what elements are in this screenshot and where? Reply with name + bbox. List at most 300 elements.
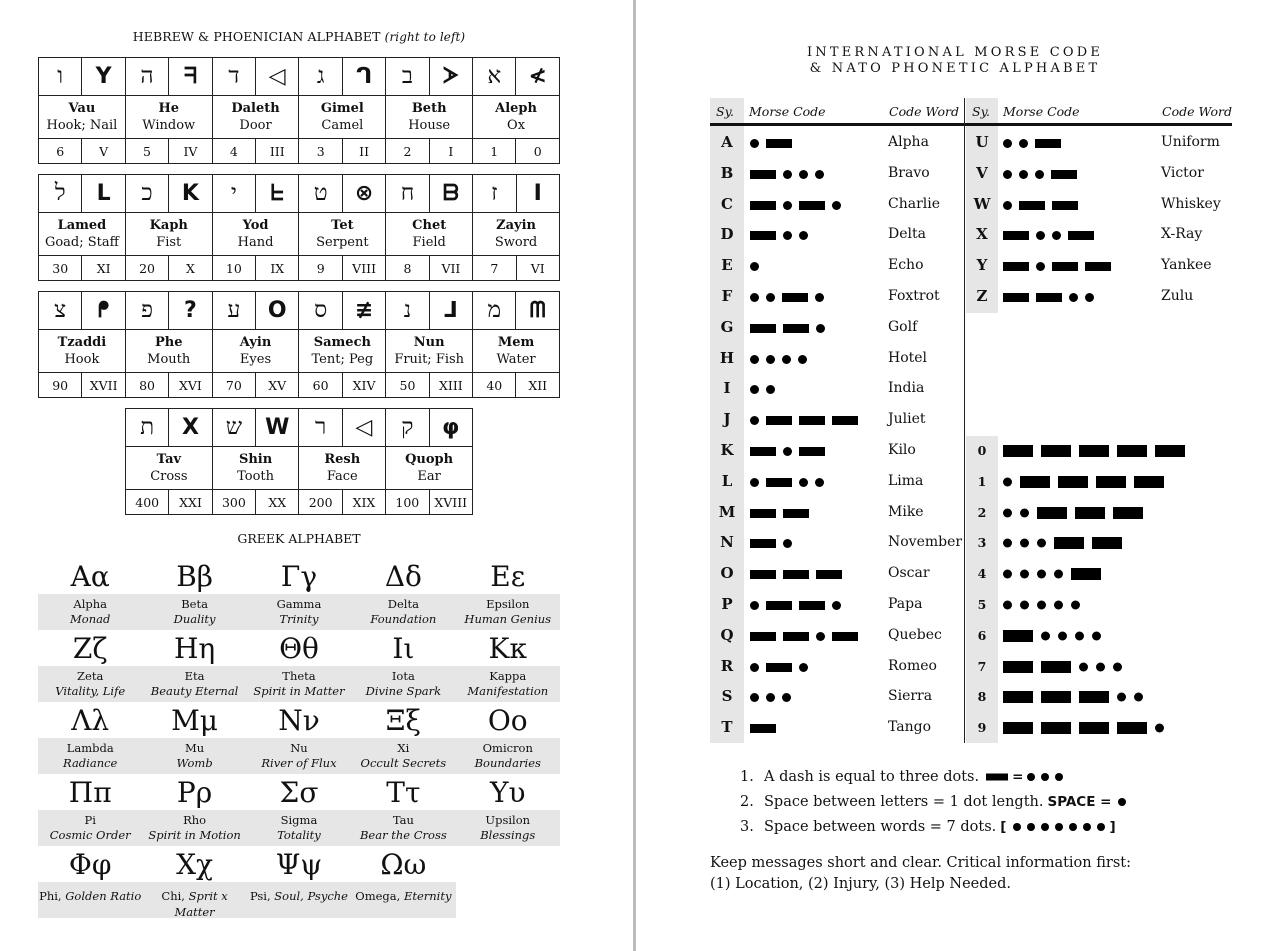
- greek-info: [351, 594, 455, 630]
- greek-info: [142, 738, 246, 774]
- hebrew-number: 40: [473, 373, 516, 398]
- morse-dash: [1035, 139, 1061, 148]
- greek-meaning: Eternity: [403, 889, 452, 903]
- morse-code-graphic: [750, 354, 807, 365]
- hebrew-letter-meaning: Camel: [321, 118, 364, 133]
- greek-letter-cell: [247, 558, 351, 630]
- greek-info: [247, 666, 351, 702]
- hebrew-letter: ב: [386, 58, 429, 96]
- morse-dot: [1041, 631, 1050, 640]
- greek-meaning: Boundaries: [474, 756, 541, 770]
- hebrew-letter: מ: [473, 292, 516, 330]
- greek-glyph: Θθ: [279, 632, 319, 665]
- morse-dash: [1052, 201, 1078, 210]
- hebrew-name-cell: [299, 447, 386, 490]
- hebrew-letter-meaning: Tooth: [237, 469, 275, 484]
- phoenician-letter: ◁: [256, 58, 299, 96]
- morse-dash: [832, 632, 858, 641]
- morse-symbol: O: [720, 564, 734, 583]
- note-item: [740, 764, 1260, 789]
- phoenician-letter: ≢: [342, 292, 385, 330]
- morse-dot: [1079, 662, 1088, 671]
- morse-dot: [766, 693, 775, 702]
- morse-dot: [750, 693, 759, 702]
- hebrew-letter-meaning: Field: [412, 235, 446, 250]
- hebrew-number: 60: [299, 373, 342, 398]
- hebrew-letter-meaning: Hook: [64, 352, 100, 367]
- greek-letter-cell: [456, 702, 560, 774]
- morse-dash: [1052, 262, 1078, 271]
- morse-dot: [1052, 231, 1061, 240]
- hebrew-letter-name: Shin: [238, 452, 273, 467]
- morse-code-graphic: [1003, 138, 1061, 149]
- greek-name: Mu: [184, 741, 205, 755]
- morse-symbol: L: [721, 471, 733, 490]
- morse-row: [710, 313, 970, 344]
- morse-dash: [766, 663, 792, 672]
- morse-row: [710, 128, 970, 159]
- morse-code-word: Charlie: [888, 195, 941, 212]
- hebrew-letter-meaning: Door: [239, 118, 272, 133]
- greek-name: Phi,: [39, 889, 62, 903]
- morse-dot: [832, 601, 841, 610]
- hebrew-title: [38, 29, 560, 44]
- greek-name: Tau: [392, 813, 414, 827]
- greek-name: Chi,: [161, 889, 185, 903]
- morse-code: [750, 169, 824, 181]
- morse-dot: [1003, 601, 1012, 610]
- morse-dot: [750, 385, 759, 394]
- morse-row: [966, 652, 1226, 683]
- hebrew-name-cell: [299, 330, 386, 373]
- greek-glyph: Ηη: [173, 632, 216, 665]
- greek-glyph: Οο: [487, 704, 528, 737]
- hebrew-letter-name: Phe: [154, 335, 183, 350]
- morse-code-graphic: [750, 261, 759, 272]
- morse-header: [710, 98, 1232, 126]
- hebrew-roman: XI: [82, 256, 125, 281]
- morse-symbol: 5: [977, 597, 987, 612]
- greek-name: Sigma: [280, 813, 318, 827]
- morse-code-graphic: [750, 538, 792, 549]
- morse-code-graphic: [1003, 660, 1122, 674]
- phoenician-letter: ᖷ: [169, 58, 212, 96]
- morse-dash: [799, 201, 825, 210]
- greek-meaning: Bear the Cross: [359, 828, 447, 842]
- morse-dash: [1068, 231, 1094, 240]
- hebrew-number: 4: [212, 139, 255, 164]
- phoenician-letter: ◁: [342, 409, 385, 447]
- hebrew-block: [38, 174, 560, 281]
- morse-dash: [1155, 445, 1185, 457]
- morse-row: [966, 128, 1226, 159]
- morse-code-word: Foxtrot: [888, 288, 940, 304]
- morse-code-graphic: [750, 200, 841, 211]
- hebrew-roman: XVIII: [429, 490, 472, 515]
- morse-row: [966, 282, 1226, 313]
- morse-dash: [766, 139, 792, 148]
- phoenician-letter: φ: [429, 409, 472, 447]
- morse-dot: [766, 385, 775, 394]
- hebrew-letter-meaning: Ox: [507, 118, 526, 133]
- morse-dash: [750, 724, 776, 733]
- greek-glyph: Μμ: [171, 704, 219, 737]
- morse-code-graphic: [750, 631, 858, 642]
- morse-symbol: F: [721, 287, 733, 305]
- greek-letter-cell: [142, 630, 246, 702]
- greek-glyph: Κκ: [488, 632, 527, 665]
- morse-symbol: 3: [977, 535, 987, 551]
- morse-code-word: X-Ray: [1161, 226, 1203, 243]
- greek-info: [456, 666, 560, 702]
- hebrew-letter-name: Chet: [412, 218, 447, 233]
- greek-letter-cell: [247, 774, 351, 846]
- morse-dot: [1134, 693, 1143, 702]
- greek-glyph: Σσ: [279, 776, 319, 809]
- morse-dash: [1041, 661, 1071, 673]
- hebrew-letter-meaning: Sword: [494, 235, 538, 250]
- morse-symbol: 2: [977, 504, 987, 520]
- hebrew-letter: ס: [299, 292, 342, 330]
- hebrew-letter-name: Mem: [497, 335, 535, 350]
- morse-row: [966, 498, 1226, 529]
- phoenician-letter: ≮: [516, 58, 560, 96]
- note-text: A dash is equal to three dots.: [764, 768, 980, 785]
- hebrew-roman: IX: [256, 256, 299, 281]
- morse-code-word: Mike: [888, 503, 924, 520]
- hebrew-block: [125, 408, 473, 515]
- morse-code: [1003, 629, 1101, 641]
- hebrew-roman: XXI: [169, 490, 212, 515]
- morse-dot: [1092, 631, 1101, 640]
- greek-glyph: Ωω: [380, 848, 427, 881]
- greek-info: [142, 666, 246, 702]
- morse-dot: [783, 231, 792, 240]
- hebrew-letter-name: Vau: [68, 101, 96, 116]
- greek-info: [38, 666, 142, 702]
- greek-glyph: Δδ: [384, 560, 422, 593]
- morse-row: [966, 436, 1226, 467]
- greek-letter-cell: [247, 846, 351, 918]
- hebrew-letter-meaning: House: [408, 118, 451, 133]
- phoenician-letter: Y: [82, 58, 125, 96]
- header-word-left: Code Word: [889, 104, 959, 119]
- morse-dash: [1003, 722, 1033, 734]
- morse-dash: [750, 570, 776, 579]
- morse-dot: [1003, 201, 1012, 210]
- morse-code-graphic: [750, 600, 841, 611]
- morse-code-word: November: [888, 534, 963, 551]
- greek-name: Gamma: [276, 597, 322, 611]
- morse-code: [750, 138, 792, 150]
- morse-row: [710, 251, 970, 282]
- phoenician-letter: L: [82, 175, 125, 213]
- greek-name: Epsilon: [486, 597, 530, 611]
- hebrew-number: 80: [125, 373, 168, 398]
- greek-glyph: Ββ: [176, 560, 213, 593]
- morse-dash: [816, 570, 842, 579]
- hebrew-letter-meaning: Mouth: [147, 352, 191, 367]
- hebrew-number: 50: [386, 373, 429, 398]
- morse-symbol: S: [721, 687, 733, 706]
- hebrew-letter-name: Ayin: [239, 335, 272, 350]
- morse-code-graphic: [750, 323, 825, 334]
- hebrew-letter: י: [212, 175, 255, 213]
- greek-letter-cell: [456, 630, 560, 702]
- morse-row: [966, 220, 1226, 251]
- morse-dot: [1037, 570, 1046, 579]
- greek-empty-cell: [456, 846, 560, 918]
- hebrew-name-cell: [386, 213, 473, 256]
- hebrew-name-cell: [39, 330, 126, 373]
- greek-name: Beta: [181, 597, 208, 611]
- hebrew-letter-meaning: Hand: [237, 235, 274, 250]
- morse-row: [966, 159, 1226, 190]
- morse-code-graphic: [1003, 261, 1111, 272]
- morse-dot: [1055, 773, 1063, 781]
- morse-dash: [1058, 476, 1088, 488]
- hebrew-letter-name: He: [158, 101, 179, 116]
- greek-meaning: Monad: [70, 612, 111, 626]
- hebrew-letter-name: Tet: [331, 218, 354, 233]
- greek-meaning: Human Genius: [464, 612, 552, 626]
- hebrew-letter-name: Nun: [413, 335, 445, 350]
- closing-text: [710, 853, 1250, 895]
- morse-code-graphic: [750, 569, 842, 580]
- morse-dot: [799, 231, 808, 240]
- morse-symbol: A: [721, 133, 733, 151]
- morse-dot: [750, 262, 759, 271]
- greek-info: [142, 882, 246, 918]
- morse-row: [966, 621, 1226, 652]
- note-text: Space between letters = 1 dot length.: [764, 793, 1044, 810]
- greek-meaning: Foundation: [370, 612, 437, 626]
- morse-code-graphic: [1003, 475, 1164, 489]
- morse-code-graphic: [750, 508, 809, 519]
- hebrew-letter-meaning: Hook; Nail: [46, 118, 118, 133]
- hebrew-block: [38, 57, 560, 164]
- morse-code-graphic: [750, 662, 808, 673]
- morse-dash: [766, 478, 792, 487]
- greek-name: Upsilon: [485, 813, 531, 827]
- morse-code-word: Whiskey: [1161, 195, 1221, 212]
- phoenician-letter: K: [169, 175, 212, 213]
- greek-info: [142, 594, 246, 630]
- morse-dot: [1020, 601, 1029, 610]
- greek-meaning: Womb: [176, 756, 213, 770]
- morse-dot: [1035, 170, 1044, 179]
- hebrew-number: 7: [473, 256, 516, 281]
- hebrew-letter-name: Tzaddi: [57, 335, 107, 350]
- morse-code: [750, 292, 824, 304]
- hebrew-number: 30: [39, 256, 82, 281]
- morse-row: [710, 682, 970, 713]
- hebrew-number: 20: [125, 256, 168, 281]
- phoenician-letter: ?: [169, 292, 212, 330]
- greek-name: Iota: [391, 669, 415, 683]
- morse-code-word: Victor: [1161, 164, 1204, 181]
- morse-code: [750, 415, 858, 427]
- morse-dash: [1003, 262, 1029, 271]
- greek-glyph: Ππ: [68, 776, 112, 809]
- morse-dot: [1013, 823, 1021, 831]
- hebrew-name-cell: [126, 447, 213, 490]
- greek-glyph: Χχ: [176, 848, 214, 881]
- note-number: 1.: [740, 768, 754, 785]
- morse-code-word: Yankee: [1161, 257, 1212, 274]
- hebrew-letter-meaning: Serpent: [316, 235, 369, 250]
- hebrew-letter-name: Zayin: [496, 218, 536, 233]
- morse-symbol: D: [720, 225, 734, 244]
- morse-code-word: Bravo: [888, 164, 930, 181]
- greek-letter-cell: [247, 630, 351, 702]
- greek-name: Lambda: [66, 741, 114, 755]
- greek-info: [456, 594, 560, 630]
- greek-letter-cell: [142, 702, 246, 774]
- hebrew-letter-meaning: Fist: [156, 235, 182, 250]
- hebrew-number: 8: [386, 256, 429, 281]
- morse-dot: [766, 355, 775, 364]
- hebrew-letter: א: [473, 58, 516, 96]
- morse-symbol: U: [975, 133, 989, 151]
- greek-name: Theta: [282, 669, 316, 683]
- phoenician-letter: X: [169, 409, 212, 447]
- morse-code-word: Sierra: [888, 688, 933, 705]
- hebrew-letter: ק: [386, 409, 429, 447]
- greek-glyph: Αα: [70, 560, 110, 593]
- morse-row: [710, 713, 970, 744]
- morse-dot: [1027, 823, 1035, 831]
- morse-row: [710, 590, 970, 621]
- greek-meaning: River of Flux: [261, 756, 337, 770]
- hebrew-number: 5: [125, 139, 168, 164]
- greek-info: [38, 810, 142, 846]
- morse-dash: [799, 416, 825, 425]
- morse-symbol: Q: [720, 625, 734, 644]
- morse-row: [710, 559, 970, 590]
- morse-row: [966, 467, 1226, 498]
- morse-row: [710, 405, 970, 436]
- hebrew-name-cell: [386, 330, 473, 373]
- hebrew-roman: VIII: [342, 256, 385, 281]
- greek-letter-cell: [351, 774, 455, 846]
- hebrew-letter: ח: [386, 175, 429, 213]
- note-number: 3.: [740, 818, 754, 835]
- morse-row: [966, 590, 1226, 621]
- morse-code: [1003, 261, 1111, 273]
- morse-title: [636, 45, 1274, 77]
- hebrew-block: [38, 291, 560, 398]
- morse-symbol: 0: [977, 443, 987, 458]
- hebrew-letter-name: Daleth: [231, 101, 280, 116]
- morse-code-graphic: [1013, 822, 1105, 832]
- greek-meaning: Duality: [173, 612, 216, 626]
- morse-dash: [986, 773, 1008, 780]
- hebrew-letter-name: Quoph: [405, 452, 454, 467]
- greek-meaning: Radiance: [63, 756, 118, 770]
- hebrew-name-cell: [212, 96, 299, 139]
- morse-dash: [1079, 722, 1109, 734]
- morse-dash: [1041, 691, 1071, 703]
- greek-name: Pi: [84, 813, 96, 827]
- morse-symbol: 9: [977, 720, 987, 736]
- morse-dot: [1003, 539, 1012, 548]
- hebrew-letter: ל: [39, 175, 82, 213]
- greek-letter-cell: [351, 846, 455, 918]
- greek-glyph: Ττ: [386, 776, 421, 809]
- greek-name: Alpha: [73, 597, 107, 611]
- hebrew-roman: VII: [429, 256, 472, 281]
- phoenician-letter: ᗆ: [429, 58, 472, 96]
- morse-dot: [1020, 508, 1029, 517]
- morse-dot: [1003, 477, 1012, 486]
- morse-dash: [1003, 691, 1033, 703]
- morse-row: [710, 621, 970, 652]
- morse-symbol: X: [976, 225, 988, 244]
- morse-dash: [1003, 293, 1029, 302]
- morse-dot: [1041, 773, 1049, 781]
- morse-code: [750, 723, 776, 735]
- morse-dash: [750, 509, 776, 518]
- greek-glyph: Λλ: [71, 704, 110, 737]
- morse-row: [710, 344, 970, 375]
- morse-code-word: Oscar: [888, 565, 930, 582]
- morse-code: [750, 477, 824, 489]
- header-code-left: Morse Code: [749, 104, 826, 119]
- left-page: [0, 0, 634, 951]
- morse-dot: [1155, 724, 1164, 733]
- greek-info: [247, 882, 351, 918]
- morse-row: [710, 528, 970, 559]
- hebrew-name-cell: [386, 447, 473, 490]
- morse-dot: [750, 478, 759, 487]
- morse-dot: [1054, 601, 1063, 610]
- note-equals: =: [1012, 768, 1024, 785]
- morse-symbol: Z: [976, 287, 988, 305]
- note-morse: [986, 769, 1063, 785]
- greek-glyph: Υυ: [490, 776, 526, 809]
- morse-dot: [1054, 570, 1063, 579]
- morse-dash: [1051, 170, 1077, 179]
- greek-meaning: Vitality, Life: [55, 684, 126, 698]
- note-label: SPACE =: [1047, 793, 1112, 810]
- hebrew-name-cell: [125, 330, 212, 373]
- greek-letter-cell: [351, 702, 455, 774]
- morse-code-graphic: [750, 230, 808, 241]
- morse-dash: [1003, 445, 1033, 457]
- hebrew-number: 300: [212, 490, 255, 515]
- morse-dot: [1003, 170, 1012, 179]
- greek-letter-cell: [38, 774, 142, 846]
- hebrew-letter-meaning: Tent; Peg: [311, 352, 374, 367]
- hebrew-letter-meaning: Goad; Staff: [44, 235, 119, 250]
- header-symbol-left: Sy.: [716, 104, 734, 119]
- morse-dot: [750, 601, 759, 610]
- greek-letter-cell: [247, 702, 351, 774]
- morse-dot: [750, 663, 759, 672]
- morse-dash: [1041, 445, 1071, 457]
- morse-dash: [799, 447, 825, 456]
- hebrew-number: 200: [299, 490, 342, 515]
- morse-code-graphic: [1003, 230, 1094, 241]
- morse-symbol: K: [720, 441, 734, 459]
- header-word-right: Code Word: [1162, 104, 1232, 119]
- morse-code-graphic: [750, 169, 824, 180]
- morse-dash: [750, 324, 776, 333]
- greek-letter-cell: [38, 702, 142, 774]
- greek-letter-cell: [142, 558, 246, 630]
- hebrew-roman: XII: [516, 373, 560, 398]
